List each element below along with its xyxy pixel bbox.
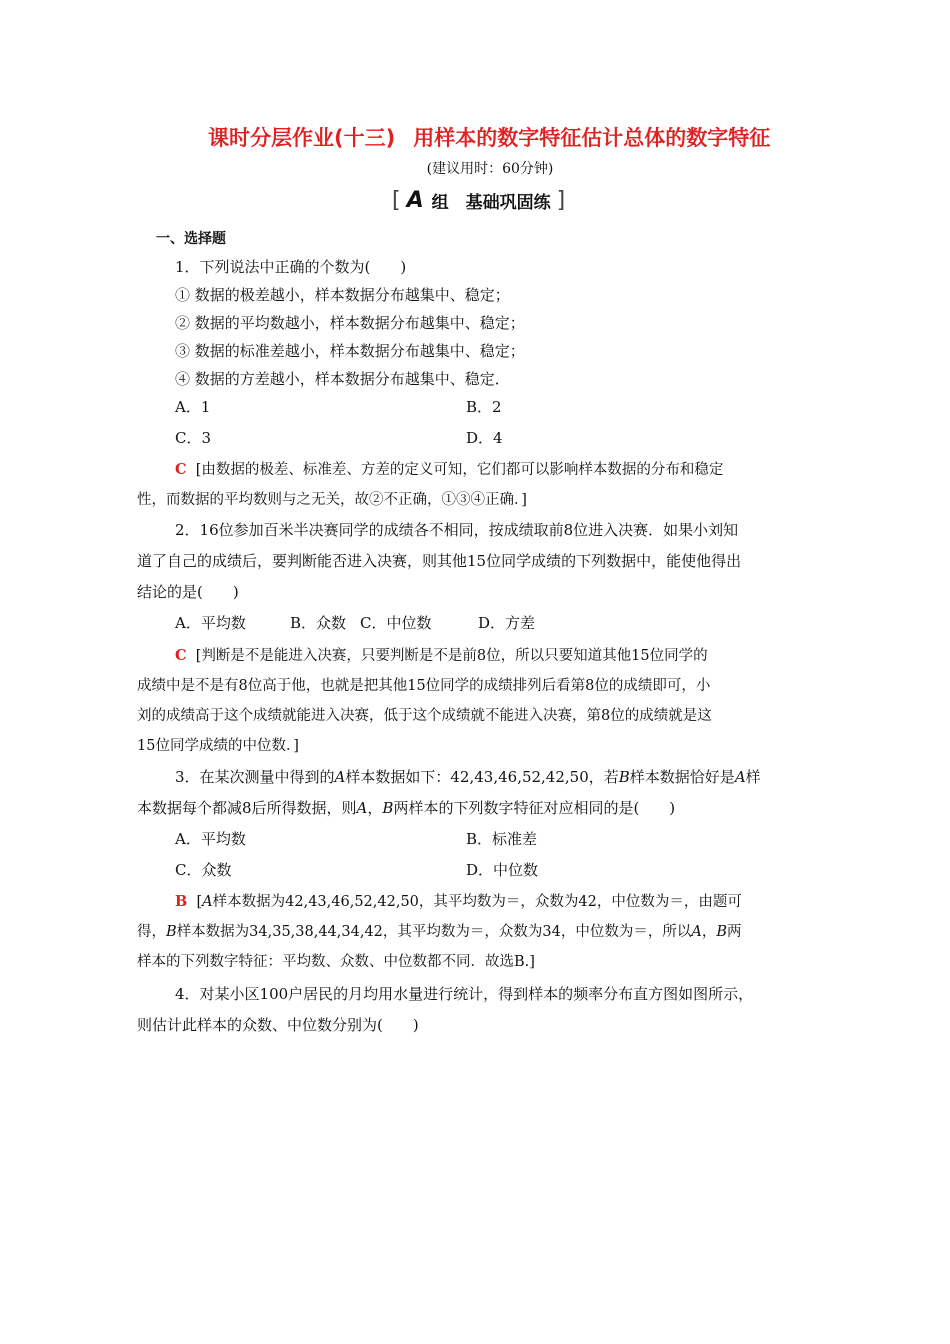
q3-explanation-line-2: 得，B样本数据为34,35,38,44,34,42，其平均数为＝，众数为34，中位数为＝，所以A，B两 <box>137 924 742 940</box>
q2-stem-line-1: 2．16位参加百米半决赛同学的成绩各不相同，按成绩取前8位进入决赛．如果小刘知 <box>175 521 739 539</box>
q2-option-b: B．众数 <box>290 614 347 632</box>
q2-explanation-line-3: 刘的成绩高于这个成绩就能进入决赛，低于这个成绩就不能进入决赛，第8位的成绩就是这 <box>137 708 712 724</box>
q3-option-c: C．众数 <box>175 861 232 879</box>
q2-option-a: A．平均数 <box>175 614 246 632</box>
q2-option-d: D．方差 <box>478 614 536 632</box>
q3-option-b: B．标准差 <box>466 830 538 848</box>
q2-explanation-line-4: 15位同学成绩的中位数．] <box>137 738 299 754</box>
q3-stem-line-2: 本数据每个都减8后所得数据，则A，B两样本的下列数字特征对应相同的是( ) <box>137 799 676 817</box>
q4-stem-line-2: 则估计此样本的众数、中位数分别为( ) <box>137 1016 419 1034</box>
q1-option-c: C．3 <box>175 429 212 447</box>
q1-item-2: ② 数据的平均数越小，样本数据分布越集中、稳定； <box>175 314 525 332</box>
q2-option-c: C．中位数 <box>360 614 432 632</box>
q1-option-a: A．1 <box>175 398 211 416</box>
q3-answer: B <box>175 893 188 910</box>
q1-item-3: ③ 数据的标准差越小，样本数据分布越集中、稳定； <box>175 342 525 360</box>
section-title: 一、选择题 <box>156 231 226 247</box>
q1-item-4: ④ 数据的方差越小，样本数据分布越集中、稳定． <box>175 370 510 388</box>
group-label: 组 基础巩固练 <box>431 193 551 213</box>
q2-stem-line-2: 道了自己的成绩后，要判断能否进入决赛，则其他15位同学成绩的下列数据中，能使他得出 <box>137 552 742 570</box>
q1-option-b: B．2 <box>466 398 502 416</box>
q1-explanation-line-1: C [由数据的极差、标准差、方差的定义可知，它们都可以影响样本数据的分布和稳定 <box>175 461 724 478</box>
q1-item-1: ① 数据的极差越小，样本数据分布越集中、稳定； <box>175 286 510 304</box>
title-right: 用样本的数字特征估计总体的数字特征 <box>413 126 771 150</box>
q3-stem-line-1: 3．在某次测量中得到的A样本数据如下：42,43,46,52,42,50，若B样本数据恰好是A样 <box>175 768 761 786</box>
page-title <box>208 122 828 152</box>
q4-stem-line-1: 4．对某小区100户居民的月均用水量进行统计，得到样本的频率分布直方图如图所示， <box>175 985 754 1003</box>
group-banner: [ A 组 基础巩固练 ] <box>392 188 566 213</box>
q3-explanation-line-3: 样本的下列数字特征：平均数、众数、中位数都不同．故选B.] <box>137 954 535 970</box>
time-note: (建议用时：60分钟) <box>426 161 554 177</box>
q3-explanation-line-1: B [A样本数据为42,43,46,52,42,50，其平均数为＝，众数为42，中位数为＝，由题可 <box>175 893 742 910</box>
q2-explanation-line-2: 成绩中是不是有8位高于他，也就是把其他15位同学的成绩排列后看第8位的成绩即可，小 <box>137 678 711 694</box>
q1-explanation-line-2: 性，而数据的平均数则与之无关，故②不正确，①③④正确．] <box>137 492 527 508</box>
q2-explanation-line-1: C [判断是不是能进入决赛，只要判断是不是前8位，所以只要知道其他15位同学的 <box>175 647 708 664</box>
group-letter: A <box>406 188 424 213</box>
title-left: 课时分层作业(十三) <box>208 126 396 150</box>
q1-option-d: D．4 <box>466 429 503 447</box>
q2-answer: C <box>175 647 187 664</box>
q1-answer: C <box>175 461 187 478</box>
q2-stem-line-3: 结论的是( ) <box>137 583 239 601</box>
q3-option-a: A．平均数 <box>175 830 246 848</box>
q3-option-d: D．中位数 <box>466 861 539 879</box>
q1-stem: 1．下列说法中正确的个数为( ) <box>175 258 407 276</box>
